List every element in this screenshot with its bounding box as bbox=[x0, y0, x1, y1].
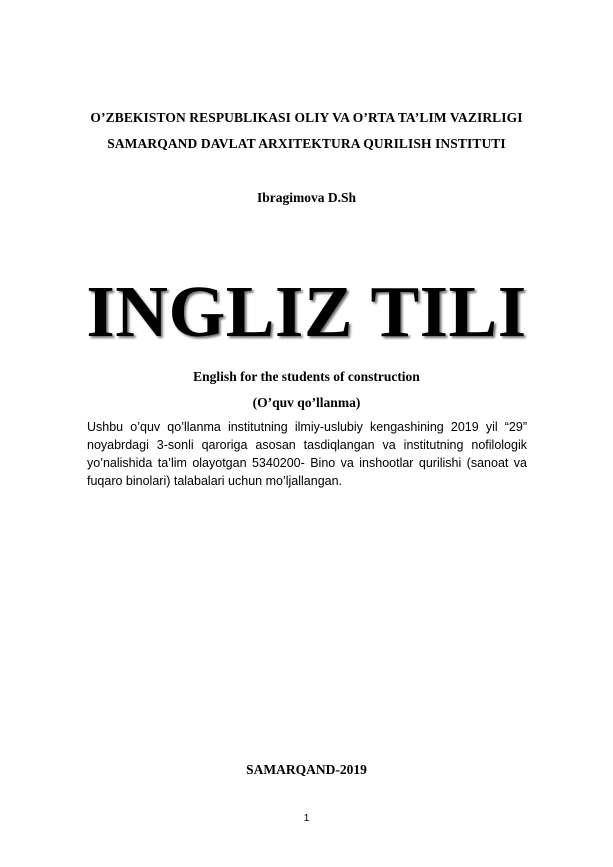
city-year: SAMARQAND-2019 bbox=[246, 762, 367, 777]
book-title: INGLIZ TILI bbox=[86, 271, 527, 352]
page-number: 1 bbox=[303, 813, 310, 824]
institute-name: SAMARQAND DAVLAT ARXITEKTURA QURILISH INSTITUTI bbox=[107, 136, 506, 151]
document-type: (O’quv qo’llanma) bbox=[252, 395, 361, 410]
approval-description: Ushbu o’quv qo’llanma institutning ilmiy-uslubiy kengashining 2019 yil “29” noyabrdagi 3-sonli qaroriga asosan tasdiqlangan va institutning nofilologik yo’nalishida ta’lim olayotgan 5340200- Bino va inshootlar qurilishi (sanoat va fuqaro binolari) talabalari uchun mo’ljallangan. bbox=[87, 420, 527, 488]
author-name: Ibragimova D.Sh bbox=[256, 190, 356, 205]
ministry-name: O’ZBEKISTON RESPUBLIKASI OLIY VA O’RTA TA’LIM VAZIRLIGI bbox=[90, 110, 523, 125]
book-subtitle: English for the students of construction bbox=[193, 369, 420, 384]
